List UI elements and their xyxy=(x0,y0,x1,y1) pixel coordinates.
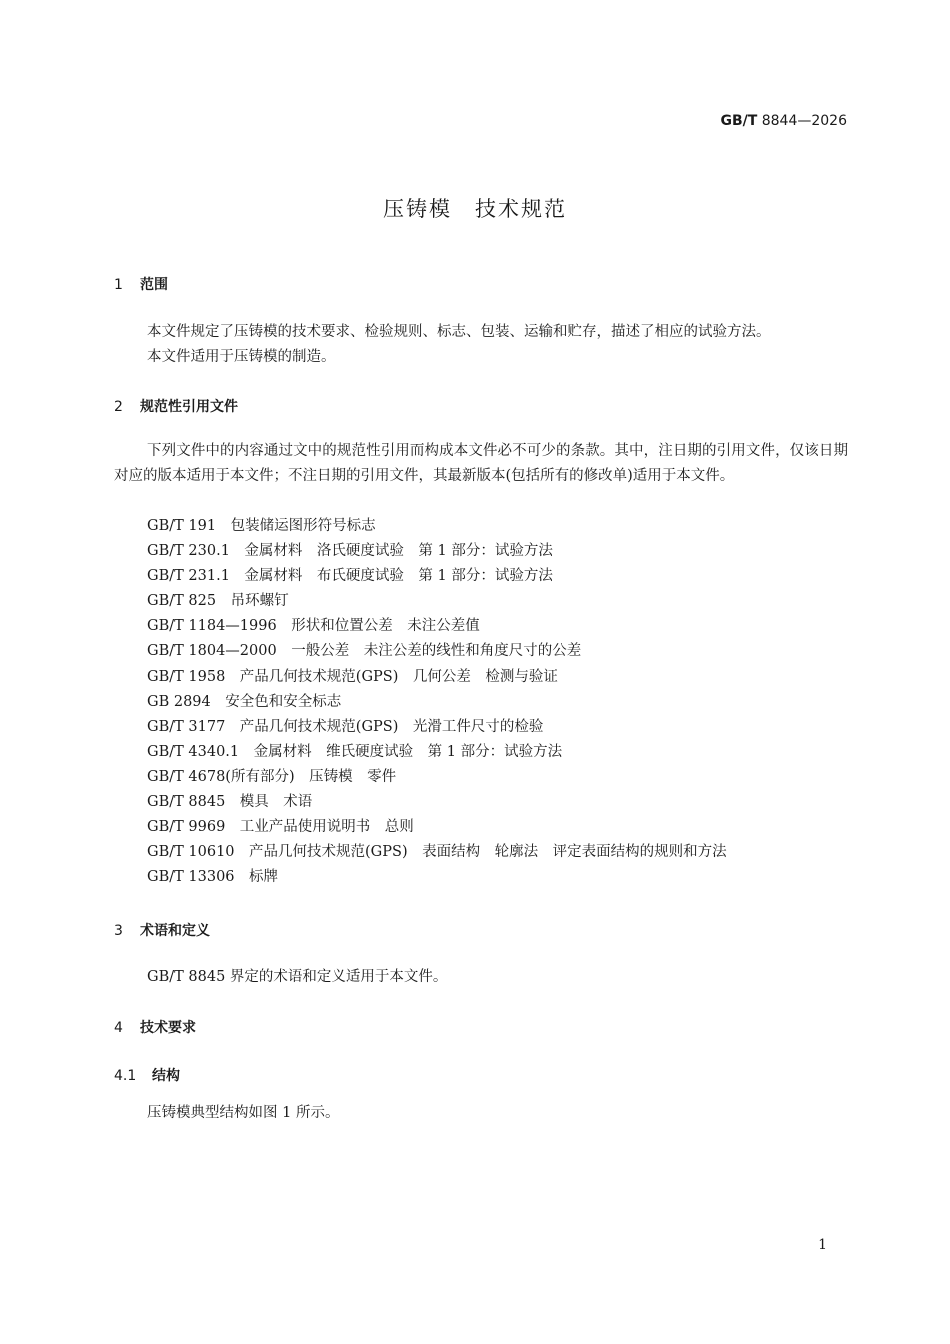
section-4-1-heading xyxy=(114,1065,180,1085)
reference-item: GB 2894 安全色和安全标志 xyxy=(147,693,342,710)
standard-prefix: GB/T xyxy=(720,113,758,129)
section-number: 2 xyxy=(114,399,123,415)
reference-item: GB/T 1958 产品几何技术规范(GPS) 几何公差 检测与验证 xyxy=(147,668,558,685)
terms-paragraph: GB/T 8845 界定的术语和定义适用于本文件。 xyxy=(147,969,448,985)
section-number: 4.1 xyxy=(114,1068,137,1084)
section-title: 术语和定义 xyxy=(140,923,210,939)
reference-item: GB/T 4340.1 金属材料 维氏硬度试验 第 1 部分：试验方法 xyxy=(147,743,563,760)
reference-item: GB/T 825 吊环螺钉 xyxy=(147,593,289,610)
section-1-heading xyxy=(114,274,168,294)
section-number: 1 xyxy=(114,277,123,293)
section-4-heading xyxy=(114,1017,196,1037)
page-number: 1 xyxy=(818,1237,827,1253)
standard-number xyxy=(720,113,847,129)
section-2-heading xyxy=(114,396,238,416)
standard-code: 8844—2026 xyxy=(757,113,847,129)
reference-item: GB/T 10610 产品几何技术规范(GPS) 表面结构 轮廓法 评定表面结构的规则和方法 xyxy=(147,844,727,861)
reference-item: GB/T 1804—2000 一般公差 未注公差的线性和角度尺寸的公差 xyxy=(147,643,582,660)
section-number: 3 xyxy=(114,923,123,939)
reference-item: GB/T 231.1 金属材料 布氏硬度试验 第 1 部分：试验方法 xyxy=(147,568,553,585)
reference-item: GB/T 4678(所有部分) 压铸模 零件 xyxy=(147,768,397,785)
section-number: 4 xyxy=(114,1020,123,1036)
reference-item: GB/T 1184—1996 形状和位置公差 未注公差值 xyxy=(147,618,480,635)
reference-list xyxy=(147,514,727,890)
structure-paragraph: 压铸模典型结构如图 1 所示。 xyxy=(147,1105,340,1121)
scope-paragraph-2: 本文件适用于压铸模的制造。 xyxy=(147,349,336,365)
section-title: 范围 xyxy=(140,277,168,293)
reference-item: GB/T 13306 标牌 xyxy=(147,869,279,886)
document-title: 压铸模 技术规范 xyxy=(383,197,567,221)
reference-item: GB/T 230.1 金属材料 洛氏硬度试验 第 1 部分：试验方法 xyxy=(147,543,553,560)
normative-references-intro: 下列文件中的内容通过文中的规范性引用而构成本文件必不可少的条款。其中，注日期的引用文件，仅该日期对应的版本适用于本文件；不注日期的引用文件，其最新版本(包括所有的修改单)适用于本文件。 xyxy=(114,443,848,484)
section-3-heading xyxy=(114,920,210,940)
section-title: 技术要求 xyxy=(140,1020,196,1036)
scope-paragraph-1: 本文件规定了压铸模的技术要求、检验规则、标志、包装、运输和贮存，描述了相应的试验方法。 xyxy=(147,324,771,340)
section-title: 规范性引用文件 xyxy=(140,399,238,415)
section-title: 结构 xyxy=(152,1068,180,1084)
reference-item: GB/T 3177 产品几何技术规范(GPS) 光滑工件尺寸的检验 xyxy=(147,718,544,735)
reference-item: GB/T 8845 模具 术语 xyxy=(147,794,313,811)
reference-item: GB/T 191 包装储运图形符号标志 xyxy=(147,518,376,534)
reference-item: GB/T 9969 工业产品使用说明书 总则 xyxy=(147,819,414,836)
